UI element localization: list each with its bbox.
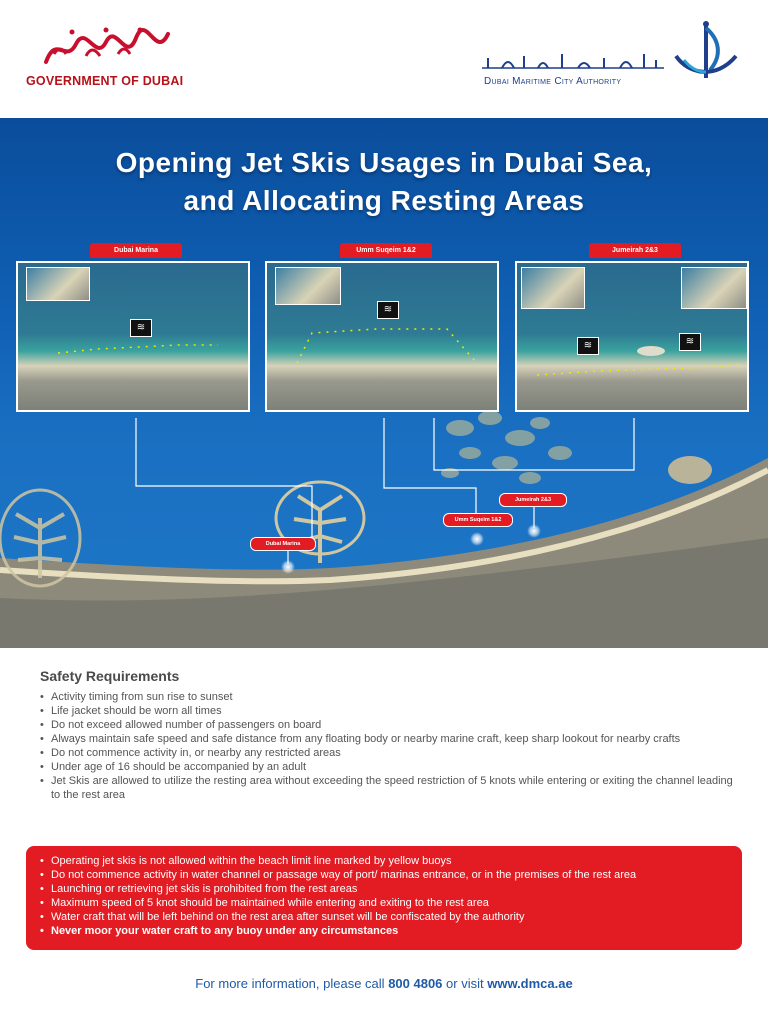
safety-item: • Jet Skis are allowed to utilize the resting area without exceeding the speed restriction of 5 knots while entering or exiting the channel leading to the rest area <box>40 774 740 802</box>
gov-name-text: GOVERNMENT OF DUBAI <box>26 74 184 88</box>
dmca-logo <box>470 20 750 95</box>
website-link[interactable]: www.dmca.ae <box>487 976 573 991</box>
panel-label-jumeirah: Jumeirah 2&3 <box>589 243 681 258</box>
dmca-sail-emblem-icon <box>670 20 740 90</box>
location-glow-dubai-marina <box>281 560 295 574</box>
panel-dubai-marina <box>16 261 250 412</box>
jet-ski-icon: ≋ <box>377 301 399 319</box>
hero-title <box>0 144 768 220</box>
warning-item: • Water craft that will be left behind on the rest area after sunset will be confiscated by the authority <box>40 910 728 924</box>
footer-prefix: For more information, please call <box>195 976 389 991</box>
panel-label-umm-suqeim: Umm Suqeim 1&2 <box>340 243 432 258</box>
footer-middle: or visit <box>442 976 488 991</box>
warning-item: • Operating jet skis is not allowed within the beach limit line marked by yellow buoys <box>40 854 728 868</box>
safety-item: • Always maintain safe speed and safe distance from any floating body or nearby marine craft, keep sharp lookout for nearby crafts <box>40 732 740 746</box>
government-of-dubai-logo <box>26 24 184 94</box>
contact-footer <box>0 976 768 991</box>
buoy-line-dubai-marina <box>18 263 250 412</box>
map-label-dubai-marina: Dubai Marina <box>250 537 316 551</box>
warnings-list <box>40 854 728 938</box>
safety-item: • Under age of 16 should be accompanied by an adult <box>40 760 740 774</box>
panel-label-dubai-marina: Dubai Marina <box>90 243 182 258</box>
safety-title: Safety Requirements <box>40 668 180 684</box>
safety-item: • Life jacket should be worn all times <box>40 704 740 718</box>
safety-item: • Activity timing from sun rise to sunset <box>40 690 740 704</box>
safety-item: • Do not commence activity in, or nearby any restricted areas <box>40 746 740 760</box>
palm-deira-island <box>668 456 712 484</box>
panel-umm-suqeim <box>265 261 499 412</box>
jet-ski-icon: ≋ <box>577 337 599 355</box>
gov-arabic-calligraphy-icon <box>36 24 176 72</box>
warning-item-bold: • Never moor your water craft to any buoy under any circumstances <box>40 924 728 938</box>
warning-item: • Maximum speed of 5 knot should be maintained while entering and exiting to the rest area <box>40 896 728 910</box>
location-glow-umm-suqeim <box>470 532 484 546</box>
safety-item: • Do not exceed allowed number of passengers on board <box>40 718 740 732</box>
safety-requirements-section <box>40 668 740 802</box>
jet-ski-icon: ≋ <box>130 319 152 337</box>
safety-list <box>40 690 740 802</box>
page-header <box>0 0 768 118</box>
phone-number[interactable]: 800 4806 <box>388 976 443 991</box>
hero-title-line-1: Opening Jet Skis Usages in Dubai Sea, <box>115 147 653 178</box>
the-world-islands <box>441 411 572 484</box>
warning-item: • Do not commence activity in water channel or passage way of port/ marinas entrance, or in the premises of the rest area <box>40 868 728 882</box>
buoy-line-umm-suqeim <box>267 263 499 412</box>
location-glow-jumeirah <box>527 524 541 538</box>
buoy-line-jumeirah <box>517 263 749 412</box>
panel-jumeirah <box>515 261 749 412</box>
warning-item: • Launching or retrieving jet skis is prohibited from the rest areas <box>40 882 728 896</box>
map-label-jumeirah: Jumeirah 2&3 <box>499 493 567 507</box>
warnings-box <box>26 846 742 950</box>
hero-map-banner <box>0 118 768 648</box>
dmca-arabic-text-icon <box>478 50 668 74</box>
jet-ski-icon: ≋ <box>679 333 701 351</box>
palm-jebel-ali-island <box>0 490 80 586</box>
hero-title-line-2: and Allocating Resting Areas <box>183 185 585 216</box>
map-label-umm-suqeim: Umm Suqeim 1&2 <box>443 513 513 527</box>
dmca-name-text: Dubai Maritime City Authority <box>484 76 622 87</box>
